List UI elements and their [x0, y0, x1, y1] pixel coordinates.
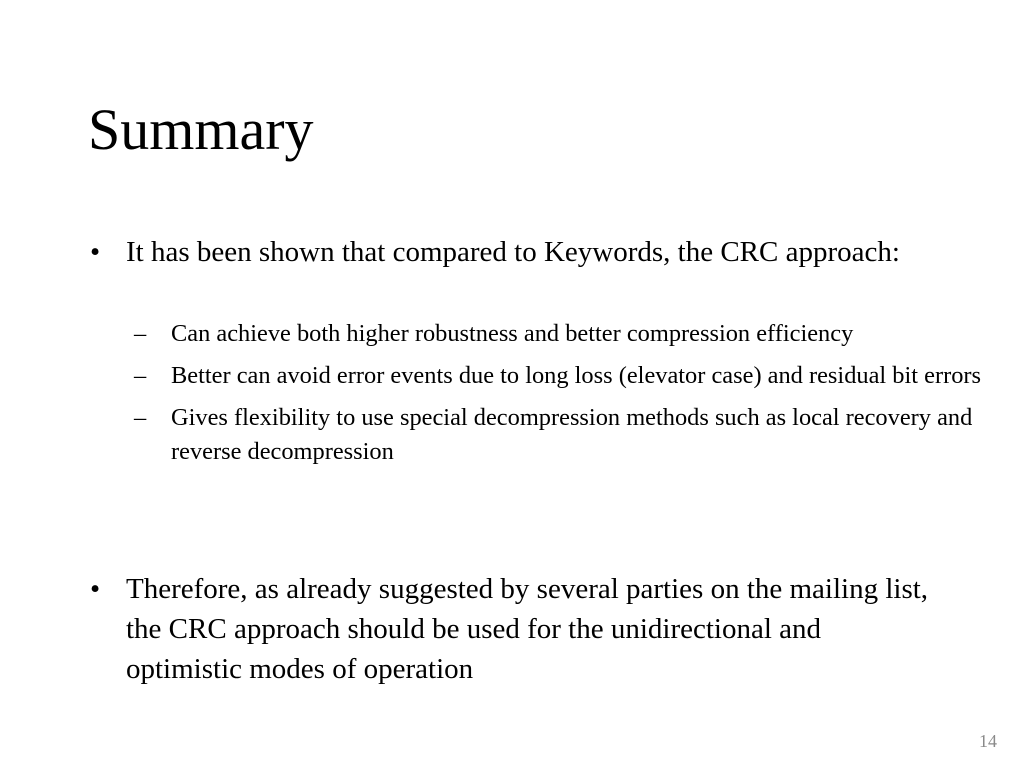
- bullet-item-crc-comparison: [90, 232, 940, 272]
- sub-bullet-text: Better can avoid error events due to long loss (elevator case) and residual bit errors: [171, 362, 982, 389]
- bullet-marker: •: [90, 236, 101, 268]
- bullet-text: It has been shown that compared to Keywords, the CRC approach:: [126, 236, 900, 268]
- sub-bullet-text: Can achieve both higher robustness and better compression efficiency: [171, 320, 854, 347]
- bullet-marker: •: [90, 573, 101, 605]
- sub-bullet-decompression-flexibility: [134, 401, 984, 469]
- sub-bullet-error-events: [134, 359, 984, 393]
- sub-bullet-robustness-efficiency: [134, 317, 984, 351]
- slide-title: Summary: [88, 97, 314, 162]
- sub-bullet-marker: –: [134, 362, 147, 389]
- sub-bullet-text: Gives flexibility to use special decompression methods such as local recovery and reverse decompression: [171, 404, 973, 465]
- sub-bullet-list: [134, 317, 984, 477]
- bullet-item-recommendation: [90, 569, 940, 689]
- sub-bullet-marker: –: [134, 404, 147, 431]
- page-number: 14: [979, 731, 997, 751]
- sub-bullet-marker: –: [134, 320, 147, 347]
- bullet-text: Therefore, as already suggested by several parties on the mailing list, the CRC approach should be used for the unidirectional and optimistic modes of operation: [126, 573, 929, 685]
